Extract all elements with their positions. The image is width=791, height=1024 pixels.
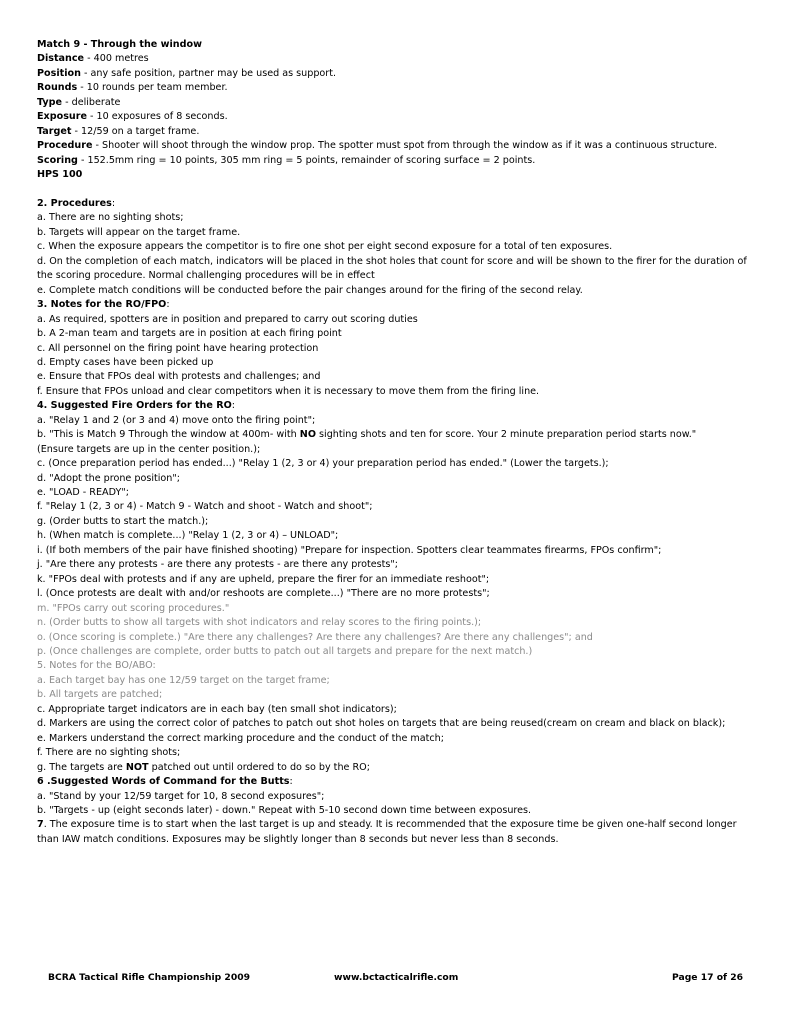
butts-heading: 6 .Suggested Words of Command for the Butts: (37, 776, 293, 788)
footer-page-number: Page 17 of 26 (672, 972, 743, 983)
procedures-item-e: e. Complete match conditions will be conducted before the pair changes around for the firing of the second relay. (37, 284, 583, 296)
fire-orders-item-f: f. "Relay 1 (2, 3 or 4) - Match 9 - Watch and shoot - Watch and shoot"; (37, 501, 373, 513)
notes-ro-item-b: b. A 2-man team and targets are in position at each firing point (37, 328, 342, 340)
match-rounds: Rounds - 10 rounds per team member. (37, 82, 228, 94)
notes-bo-item-g: g. The targets are NOT patched out until ordered to do so by the RO; (37, 761, 370, 773)
match-procedure: Procedure - Shooter will shoot through the window prop. The spotter must spot from through the window as if it was a continuous structure. (37, 140, 718, 152)
match-type: Type - deliberate (37, 96, 121, 108)
fire-orders-item-c: c. (Once preparation period has ended...) "Relay 1 (2, 3 or 4) your preparation period has ended." (Lower the targets.); (37, 458, 609, 470)
match-position: Position - any safe position, partner may be used as support. (37, 67, 337, 79)
notes-ro-item-c: c. All personnel on the firing point have hearing protection (37, 342, 319, 354)
fire-orders-item-i: i. (If both members of the pair have finished shooting) "Prepare for inspection. Spotters clear teammates firearms, FPOs confirm"; (37, 544, 662, 556)
fire-orders-item-n: n. (Order butts to show all targets with shot indicators and relay scores to the firing points.); (37, 617, 482, 629)
note-7: 7. The exposure time is to start when the last target is up and steady. It is recommended that the exposure time be given one-half second longer than IAW match conditions. Exposures may be slightly longer than 8 seconds but never less than 8 seconds. (37, 819, 737, 845)
notes-ro-item-a: a. As required, spotters are in position and prepared to carry out scoring duties (37, 313, 418, 325)
procedures-item-b: b. Targets will appear on the target frame. (37, 226, 241, 238)
notes-bo-heading: 5. Notes for the BO/ABO: (37, 660, 156, 672)
butts-item-a: a. "Stand by your 12/59 target for 10, 8 second exposures"; (37, 790, 325, 802)
fire-orders-item-b-note: (Ensure targets are up in the center position.); (37, 443, 261, 455)
notes-bo-item-c: c. Appropriate target indicators are in each bay (ten small shot indicators); (37, 703, 397, 715)
fire-orders-item-h: h. (When match is complete...) "Relay 1 (2, 3 or 4) – UNLOAD"; (37, 530, 339, 542)
match-scoring: Scoring - 152.5mm ring = 10 points, 305 mm ring = 5 points, remainder of scoring surface = 2 points. (37, 154, 536, 166)
notes-bo-item-d: d. Markers are using the correct color of patches to patch out shot holes on targets that are being reused(cream on cream and black on black); (37, 718, 726, 730)
match-distance: Distance - 400 metres (37, 53, 149, 65)
butts-item-b: b. "Targets - up (eight seconds later) - down." Repeat with 5-10 second down time between exposures. (37, 805, 532, 816)
fire-orders-heading: 4. Suggested Fire Orders for the RO: (37, 400, 235, 412)
fire-orders-item-e: e. "LOAD - READY"; (37, 487, 129, 499)
document-body (37, 38, 749, 847)
fire-orders-item-j: j. "Are there any protests - are there any protests - are there any protests"; (37, 559, 399, 571)
fire-orders-item-b: b. "This is Match 9 Through the window at 400m- with NO sighting shots and ten for score. Your 2 minute preparation period starts now." (37, 429, 697, 441)
match-exposure: Exposure - 10 exposures of 8 seconds. (37, 111, 228, 123)
notes-bo-item-f: f. There are no sighting shots; (37, 747, 181, 759)
match-target: Target - 12/59 on a target frame. (37, 125, 200, 137)
match-title: Match 9 - Through the window (37, 39, 202, 50)
fire-orders-item-d: d. "Adopt the prone position"; (37, 472, 181, 484)
footer-title: BCRA Tactical Rifle Championship 2009 (48, 972, 250, 983)
notes-bo-item-b: b. All targets are patched; (37, 689, 163, 701)
footer-website: www.bctacticalrifle.com (334, 972, 459, 983)
fire-orders-item-g: g. (Order butts to start the match.); (37, 515, 209, 527)
procedures-heading: 2. Procedures: (37, 197, 116, 209)
notes-bo-item-a: a. Each target bay has one 12/59 target on the target frame; (37, 674, 330, 686)
fire-orders-item-a: a. "Relay 1 and 2 (or 3 and 4) move onto the firing point"; (37, 414, 316, 426)
notes-bo-item-e: e. Markers understand the correct marking procedure and the conduct of the match; (37, 732, 444, 744)
procedures-item-a: a. There are no sighting shots; (37, 212, 184, 224)
notes-ro-item-d: d. Empty cases have been picked up (37, 356, 214, 368)
notes-ro-item-e: e. Ensure that FPOs deal with protests and challenges; and (37, 371, 321, 383)
fire-orders-item-p: p. (Once challenges are complete, order butts to patch out all targets and prepare for the next match.) (37, 646, 533, 658)
fire-orders-item-k: k. "FPOs deal with protests and if any are upheld, prepare the firer for an immediate reshoot"; (37, 573, 490, 585)
notes-ro-heading: 3. Notes for the RO/FPO: (37, 299, 170, 311)
procedures-item-d: d. On the completion of each match, indicators will be placed in the shot holes that count for score and will be shown to the firer for the duration of the scoring procedure. Normal challenging procedures will be in effect (37, 255, 747, 282)
fire-orders-item-o: o. (Once scoring is complete.) "Are there any challenges? Are there any challenges? Are there any challenges"; and (37, 631, 593, 643)
fire-orders-item-l: l. (Once protests are dealt with and/or reshoots are complete...) "There are no more protests"; (37, 588, 490, 600)
procedures-item-c: c. When the exposure appears the competitor is to fire one shot per eight second exposure for a total of ten exposures. (37, 241, 613, 253)
match-hps: HPS 100 (37, 169, 83, 181)
page-footer (48, 972, 743, 986)
notes-ro-item-f: f. Ensure that FPOs unload and clear competitors when it is necessary to move them from the firing line. (37, 385, 540, 397)
fire-orders-item-m: m. "FPOs carry out scoring procedures." (37, 602, 230, 614)
